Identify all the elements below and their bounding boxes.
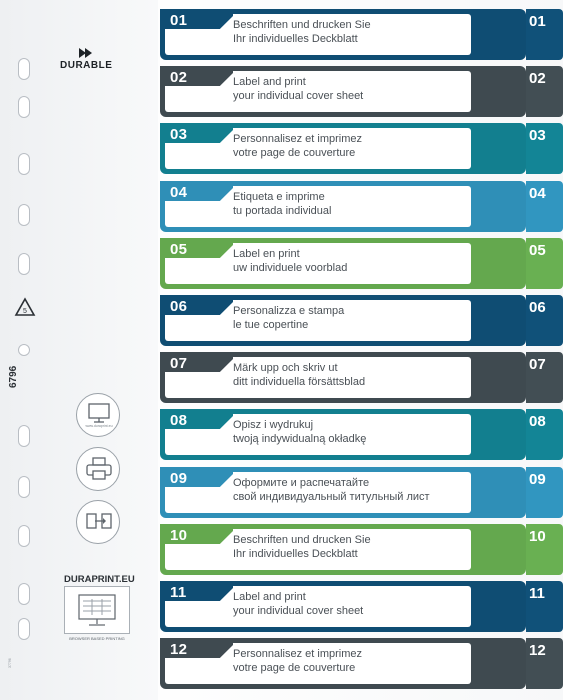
tab-number: 01 xyxy=(170,12,188,29)
tab-caption xyxy=(233,476,430,504)
tab-caption-line1: Personnalisez et imprimez xyxy=(233,648,362,660)
tab-number: 05 xyxy=(170,241,188,258)
durable-logo xyxy=(60,46,112,71)
tab-ear-number: 06 xyxy=(529,299,546,316)
tab-row[interactable] xyxy=(160,638,563,689)
printer-icon xyxy=(84,456,114,482)
tab-caption-line1: Label and print xyxy=(233,591,306,603)
tab-caption xyxy=(233,647,362,675)
tab-ear[interactable] xyxy=(526,581,563,632)
tab-ear-number: 07 xyxy=(529,356,546,373)
tab-ear-number: 10 xyxy=(529,528,546,545)
tab-caption-line1: Opisz i wydrukuj xyxy=(233,419,314,431)
tab-number: 11 xyxy=(170,584,187,601)
svg-text:5: 5 xyxy=(23,308,27,315)
tab-ear[interactable] xyxy=(526,409,563,460)
tab-row[interactable] xyxy=(160,467,563,518)
tab-caption xyxy=(233,304,344,332)
screen-grid-icon xyxy=(65,587,129,633)
punch-hole xyxy=(18,425,30,447)
tab-caption xyxy=(233,18,371,46)
punch-hole xyxy=(18,96,30,118)
recycle-icon xyxy=(14,297,36,319)
tab-ear-number: 05 xyxy=(529,242,546,259)
tab-number: 10 xyxy=(170,527,188,544)
tab-caption-line1: Etiqueta e imprime xyxy=(233,191,325,203)
tab-caption-line2: Ihr individuelles Deckblatt xyxy=(233,33,358,45)
tab-ear-number: 03 xyxy=(529,127,546,144)
tab-caption-line2: your individual cover sheet xyxy=(233,605,364,617)
punch-hole xyxy=(18,58,30,80)
printer-badge xyxy=(76,447,120,491)
transfer-icon xyxy=(84,509,114,535)
tab-ear-number: 12 xyxy=(529,642,546,659)
tab-row[interactable] xyxy=(160,295,563,346)
tab-ear[interactable] xyxy=(526,352,563,403)
tab-row[interactable] xyxy=(160,524,563,575)
transfer-badge xyxy=(76,500,120,544)
tab-caption xyxy=(233,533,371,561)
durable-logo-icon xyxy=(73,46,99,60)
tab-caption-line2: свой индивидуальный титульный лист xyxy=(233,491,430,503)
tab-caption-line1: Beschriften und drucken Sie xyxy=(233,534,371,546)
punch-hole xyxy=(18,204,30,226)
tab-caption-line1: Label and print xyxy=(233,76,306,88)
tab-number: 07 xyxy=(170,355,188,372)
tab-caption-line2: tu portada individual xyxy=(233,205,332,217)
punch-hole xyxy=(18,153,30,175)
tab-ear[interactable] xyxy=(526,123,563,174)
tab-ear-number: 09 xyxy=(529,471,546,488)
tab-ear[interactable] xyxy=(526,238,563,289)
browser-caption: BROWSER BASED PRINTING xyxy=(69,636,125,641)
tab-ear[interactable] xyxy=(526,181,563,232)
tab-ear-number: 02 xyxy=(529,70,546,87)
tab-row[interactable] xyxy=(160,238,563,289)
tab-number: 09 xyxy=(170,470,188,487)
tab-caption xyxy=(233,190,331,218)
tab-number: 04 xyxy=(170,184,188,201)
tab-ear[interactable] xyxy=(526,524,563,575)
tab-number: 03 xyxy=(170,126,188,143)
tab-ear-number: 01 xyxy=(529,13,546,30)
monitor-icon xyxy=(84,402,114,426)
tab-row[interactable] xyxy=(160,352,563,403)
tab-ear[interactable] xyxy=(526,295,563,346)
punch-hole xyxy=(18,344,30,356)
tab-caption-line1: Märk upp och skriv ut xyxy=(233,362,338,374)
tab-caption xyxy=(233,418,366,446)
tab-ear-number: 04 xyxy=(529,185,546,202)
tab-caption-line2: twoją indywidualną okładkę xyxy=(233,433,367,445)
tab-row[interactable] xyxy=(160,66,563,117)
tab-caption-line1: Personalizza e stampa xyxy=(233,305,345,317)
tab-caption-line2: your individual cover sheet xyxy=(233,90,364,102)
screen-preview xyxy=(64,586,130,634)
tab-caption xyxy=(233,590,363,618)
tab-caption-line2: le tue copertine xyxy=(233,319,309,331)
tab-caption xyxy=(233,361,365,389)
punch-hole xyxy=(18,583,30,605)
tab-caption-line1: Label en print xyxy=(233,248,300,260)
tab-caption xyxy=(233,75,363,103)
website-caption: www.duraprint.eu xyxy=(85,424,113,428)
punch-hole xyxy=(18,476,30,498)
tab-caption-line2: ditt individuella försättsblad xyxy=(233,376,366,388)
tab-caption-line2: uw individuele voorblad xyxy=(233,262,348,274)
tab-ear[interactable] xyxy=(526,467,563,518)
tab-row[interactable] xyxy=(160,409,563,460)
tab-caption-line2: votre page de couverture xyxy=(233,147,356,159)
tab-ear[interactable] xyxy=(526,9,563,60)
tab-caption-line1: Оформите и распечатайте xyxy=(233,477,370,489)
tab-number: 06 xyxy=(170,298,188,315)
tab-caption xyxy=(233,132,362,160)
tab-ear[interactable] xyxy=(526,66,563,117)
product-code: 6796 xyxy=(8,365,19,388)
tab-number: 02 xyxy=(170,69,188,86)
tab-ear-number: 08 xyxy=(529,413,546,430)
tiny-code: 37796 xyxy=(8,658,12,668)
tab-row[interactable] xyxy=(160,581,563,632)
tab-row[interactable] xyxy=(160,181,563,232)
tab-number: 08 xyxy=(170,412,188,429)
tab-row[interactable] xyxy=(160,123,563,174)
tab-ear-number: 11 xyxy=(529,585,545,602)
punch-hole xyxy=(18,618,30,640)
tab-caption-line2: votre page de couverture xyxy=(233,662,356,674)
tab-caption xyxy=(233,247,347,275)
tab-row[interactable] xyxy=(160,9,563,60)
tab-caption-line2: Ihr individuelles Deckblatt xyxy=(233,548,358,560)
tab-number: 12 xyxy=(170,641,188,658)
brand-name: DURABLE xyxy=(60,60,113,71)
tab-ear[interactable] xyxy=(526,638,563,689)
tab-caption-line1: Personnalisez et imprimez xyxy=(233,133,362,145)
tab-caption-line1: Beschriften und drucken Sie xyxy=(233,19,371,31)
punch-hole xyxy=(18,525,30,547)
punch-hole xyxy=(18,253,30,275)
duraprint-label: DURAPRINT.EU xyxy=(64,574,135,585)
monitor-badge xyxy=(76,393,120,437)
